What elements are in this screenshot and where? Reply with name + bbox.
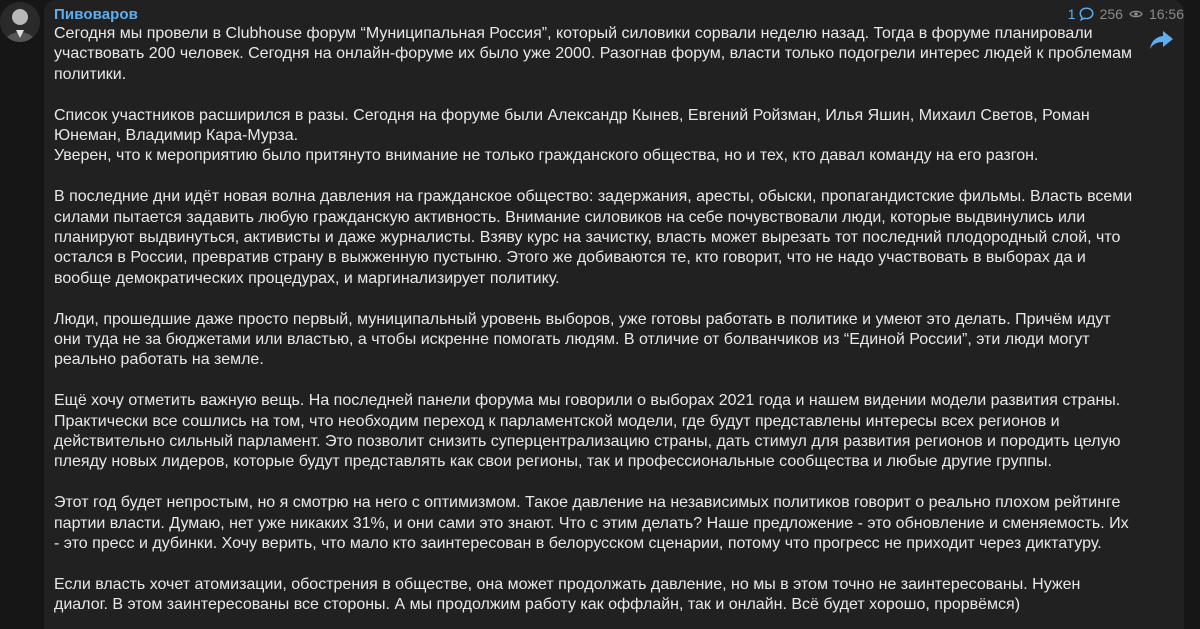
message-paragraph: Сегодня мы провели в Clubhouse форум “Муниципальная Россия”, который силовики сорвали неделю назад. Тогда в форуме планировали участвовать 200 человек. Сегодня на онлайн-форуме их было уже 2000. Разогнав форум, власти только подогрели интерес людей к проблемам политики.: [54, 25, 1133, 83]
message-header: [54, 6, 1184, 26]
message-text: [54, 24, 1134, 629]
message-paragraph: Список участников расширился в разы. Сегодня на форуме были Александр Кынев, Евгений Ройзман, Илья Яшин, Михаил Светов, Роман Юнеман, Владимир Кара-Мурза. Уверен, что к мероприятию было притянуто внимание не только гражданского общества, но и тех, кто давал команду на его разгон.: [54, 106, 1090, 165]
reply-count: 1: [1067, 6, 1076, 22]
message-paragraph: Если власть хочет атомизации, обострения в обществе, она может продолжать давление, но мы в этом точно не заинтересованы. Нужен диалог. В этом заинтересованы все стороны. А мы продолжим работу как оффлайн, так и онлайн. Всё будет хорошо, прорвёмся): [54, 575, 1081, 614]
message-paragraph: В последние дни идёт новая волна давления на гражданское общество: задержания, аресты, обыски, пропагандистские фильмы. Власть всеми силами пытается задавить любую гражданскую активность. Внимание силовиков на себе почувствовали люди, которые выдвинулись или планируют выдвинуться, активисты и даже журналисты. Взяву курс на зачистку, власть может вырезать тот последний плодородный слой, что остался в России, превратив страну в выжженную пустыню. Этого же добиваются те, кто говорит, что не надо участвовать в выборах да и вообще демократических процедурах, и маргинализирует политику.: [54, 188, 1133, 287]
avatar[interactable]: [0, 2, 40, 42]
replies-link[interactable]: [1068, 6, 1094, 22]
view-count: 256: [1099, 6, 1123, 22]
message-paragraph: Этот год будет непростым, но я смотрю на него с оптимизмом. Такое давление на независимых политиков говорит о реально плохом рейтинге партии власти. Думаю, нет уже никаких 31%, и они сами это знают. Что с этим делать? Наше предложение - это обновление и сменяемость. Их - это пресс и дубинки. Хочу верить, что мало кто заинтересован в белорусском сценарии, потому что прогресс не приходит через диктатуру.: [54, 494, 1129, 553]
message-time: 16:56: [1148, 6, 1184, 22]
comment-bubble-icon: [1079, 7, 1094, 21]
author-name[interactable]: Пивоваров: [54, 6, 139, 23]
message-meta: [1068, 6, 1184, 22]
share-arrow-icon: [1148, 28, 1176, 52]
message-paragraph: Люди, прошедшие даже просто первый, муниципальный уровень выборов, уже готовы работать в политике и умеют это делать. Причём идут они туда не за бюджетами или властью, а чтобы искренне помогать людям. В отличие от болванчиков из “Единой России”, эти люди могут реально работать на земле.: [54, 310, 1111, 369]
share-button[interactable]: [1148, 28, 1176, 52]
message-paragraph: Ещё хочу отметить важную вещь. На последней панели форума мы говорили о выборах 2021 года и нашем видении модели развития страны. Практически все сошлись на том, что необходим переход к парламентской модели, где будут представлены интересы всех регионов и действительно сильный парламент. Это позволит снизить суперцентрализацию страны, дать стимул для развития регионов и породить целую плеяду новых лидеров, которые будут представлять как свои регионы, так и профессиональные сообщества и любые другие группы.: [54, 392, 1121, 471]
eye-icon: [1129, 8, 1143, 20]
